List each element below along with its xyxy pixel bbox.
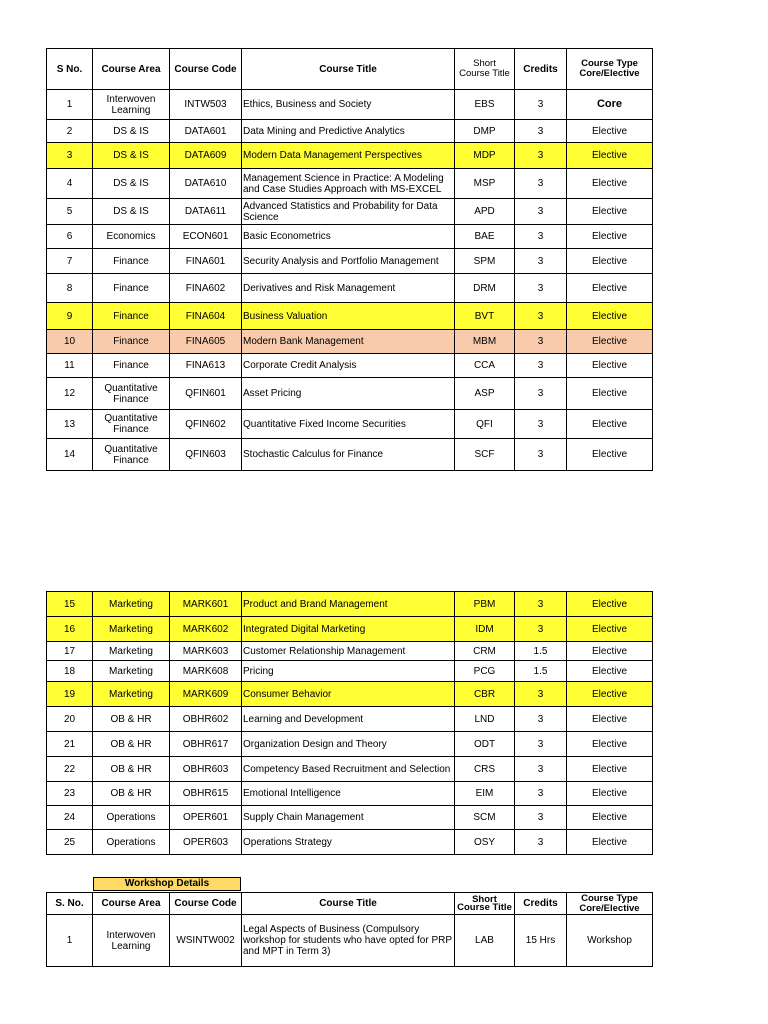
cell-sno: 1	[47, 90, 93, 120]
cell-title: Pricing	[242, 661, 455, 682]
cell-area: Marketing	[93, 661, 170, 682]
cell-short: PCG	[455, 661, 515, 682]
cell-area: Quantitative Finance	[93, 439, 170, 471]
table-row	[47, 806, 653, 830]
table-row	[47, 330, 653, 354]
cell-credits: 3	[515, 682, 567, 707]
cell-area: Quantitative Finance	[93, 378, 170, 410]
table-row	[47, 274, 653, 303]
cell-title: Data Mining and Predictive Analytics	[242, 120, 455, 143]
cell-type: Elective	[567, 806, 653, 830]
cell-sno: 19	[47, 682, 93, 707]
cell-title: Product and Brand Management	[242, 592, 455, 617]
cell-type: Elective	[567, 757, 653, 782]
cell-short: APD	[455, 199, 515, 225]
cell-title: Business Valuation	[242, 303, 455, 330]
cell-title: Consumer Behavior	[242, 682, 455, 707]
table-header-row	[47, 49, 653, 90]
table-row	[47, 732, 653, 757]
cell-area: Interwoven Learning	[93, 915, 170, 967]
cell-code: ECON601	[170, 225, 242, 249]
cell-area: Finance	[93, 274, 170, 303]
header-credits: Credits	[515, 49, 567, 90]
header-course-title: Course Title	[242, 893, 455, 915]
cell-type: Elective	[567, 274, 653, 303]
cell-code: OPER601	[170, 806, 242, 830]
cell-short: DRM	[455, 274, 515, 303]
header-course-code: Course Code	[170, 893, 242, 915]
cell-title: Advanced Statistics and Probability for Data Science	[242, 199, 455, 225]
cell-sno: 15	[47, 592, 93, 617]
cell-credits: 3	[515, 806, 567, 830]
cell-area: DS & IS	[93, 143, 170, 169]
cell-title: Basic Econometrics	[242, 225, 455, 249]
cell-credits: 3	[515, 199, 567, 225]
cell-code: QFIN602	[170, 410, 242, 439]
header-course-area: Course Area	[93, 893, 170, 915]
table-row	[47, 592, 653, 617]
cell-area: OB & HR	[93, 757, 170, 782]
table-row	[47, 707, 653, 732]
cell-sno: 7	[47, 249, 93, 274]
cell-short: SCF	[455, 439, 515, 471]
cell-credits: 3	[515, 757, 567, 782]
cell-type: Elective	[567, 410, 653, 439]
cell-type: Elective	[567, 661, 653, 682]
cell-short: BVT	[455, 303, 515, 330]
cell-area: Marketing	[93, 617, 170, 642]
cell-type: Elective	[567, 378, 653, 410]
cell-title: Emotional Intelligence	[242, 782, 455, 806]
cell-area: Finance	[93, 354, 170, 378]
header-course-area: Course Area	[93, 49, 170, 90]
cell-short: ODT	[455, 732, 515, 757]
cell-type: Elective	[567, 303, 653, 330]
cell-area: Interwoven Learning	[93, 90, 170, 120]
workshop-table	[46, 892, 653, 967]
cell-sno: 12	[47, 378, 93, 410]
table-row	[47, 169, 653, 199]
table-row	[47, 782, 653, 806]
cell-title: Management Science in Practice: A Modeling and Case Studies Approach with MS-EXCEL	[242, 169, 455, 199]
cell-short: QFI	[455, 410, 515, 439]
cell-short: OSY	[455, 830, 515, 855]
cell-sno: 17	[47, 642, 93, 661]
cell-sno: 3	[47, 143, 93, 169]
cell-type: Elective	[567, 682, 653, 707]
cell-code: MARK601	[170, 592, 242, 617]
cell-area: DS & IS	[93, 199, 170, 225]
cell-title: Operations Strategy	[242, 830, 455, 855]
header-course-type: Course Type Core/Elective	[567, 49, 653, 90]
cell-credits: 3	[515, 439, 567, 471]
header-course-code: Course Code	[170, 49, 242, 90]
cell-type: Elective	[567, 169, 653, 199]
cell-sno: 6	[47, 225, 93, 249]
cell-code: DATA610	[170, 169, 242, 199]
cell-type: Elective	[567, 249, 653, 274]
cell-short: LND	[455, 707, 515, 732]
table-row	[47, 642, 653, 661]
cell-credits: 3	[515, 782, 567, 806]
cell-sno: 24	[47, 806, 93, 830]
cell-sno: 4	[47, 169, 93, 199]
cell-type: Elective	[567, 732, 653, 757]
cell-type: Core	[567, 90, 653, 120]
header-short-title: Short Course Title	[455, 893, 515, 915]
table-row	[47, 143, 653, 169]
cell-title: Security Analysis and Portfolio Management	[242, 249, 455, 274]
cell-type: Elective	[567, 592, 653, 617]
table-row	[47, 617, 653, 642]
cell-area: Marketing	[93, 682, 170, 707]
cell-area: Marketing	[93, 642, 170, 661]
cell-area: Operations	[93, 806, 170, 830]
cell-credits: 15 Hrs	[515, 915, 567, 967]
cell-credits: 3	[515, 592, 567, 617]
cell-credits: 1.5	[515, 642, 567, 661]
cell-sno: 23	[47, 782, 93, 806]
cell-title: Organization Design and Theory	[242, 732, 455, 757]
cell-short: EIM	[455, 782, 515, 806]
cell-short: SPM	[455, 249, 515, 274]
cell-title: Integrated Digital Marketing	[242, 617, 455, 642]
cell-code: OBHR615	[170, 782, 242, 806]
cell-credits: 1.5	[515, 661, 567, 682]
header-course-type: Course Type Core/Elective	[567, 893, 653, 915]
cell-code: DATA609	[170, 143, 242, 169]
cell-sno: 13	[47, 410, 93, 439]
table-row	[47, 354, 653, 378]
cell-title: Ethics, Business and Society	[242, 90, 455, 120]
cell-credits: 3	[515, 274, 567, 303]
cell-credits: 3	[515, 225, 567, 249]
cell-sno: 16	[47, 617, 93, 642]
table-row	[47, 303, 653, 330]
table-row	[47, 90, 653, 120]
table-row	[47, 378, 653, 410]
cell-type: Elective	[567, 707, 653, 732]
cell-title: Legal Aspects of Business (Compulsory workshop for students who have opted for PRP and MPT in Term 3)	[242, 915, 455, 967]
cell-type: Elective	[567, 143, 653, 169]
table-row	[47, 830, 653, 855]
cell-short: BAE	[455, 225, 515, 249]
cell-sno: 9	[47, 303, 93, 330]
cell-type: Elective	[567, 617, 653, 642]
cell-area: Quantitative Finance	[93, 410, 170, 439]
cell-sno: 20	[47, 707, 93, 732]
cell-area: DS & IS	[93, 120, 170, 143]
course-table-2	[46, 591, 653, 855]
cell-code: MARK603	[170, 642, 242, 661]
cell-code: DATA601	[170, 120, 242, 143]
cell-credits: 3	[515, 303, 567, 330]
cell-type: Elective	[567, 120, 653, 143]
cell-credits: 3	[515, 90, 567, 120]
cell-credits: 3	[515, 120, 567, 143]
cell-code: INTW503	[170, 90, 242, 120]
cell-short: LAB	[455, 915, 515, 967]
cell-credits: 3	[515, 830, 567, 855]
course-table-2-body	[47, 592, 653, 855]
table-row	[47, 225, 653, 249]
cell-short: DMP	[455, 120, 515, 143]
cell-credits: 3	[515, 354, 567, 378]
cell-credits: 3	[515, 732, 567, 757]
cell-code: FINA605	[170, 330, 242, 354]
cell-title: Modern Data Management Perspectives	[242, 143, 455, 169]
cell-credits: 3	[515, 330, 567, 354]
cell-code: DATA611	[170, 199, 242, 225]
cell-short: IDM	[455, 617, 515, 642]
cell-credits: 3	[515, 617, 567, 642]
cell-sno: 18	[47, 661, 93, 682]
cell-area: OB & HR	[93, 707, 170, 732]
course-table-1	[46, 48, 653, 471]
cell-sno: 11	[47, 354, 93, 378]
cell-code: OBHR603	[170, 757, 242, 782]
cell-code: OBHR617	[170, 732, 242, 757]
cell-area: Operations	[93, 830, 170, 855]
cell-type: Elective	[567, 354, 653, 378]
cell-short: EBS	[455, 90, 515, 120]
cell-short: MDP	[455, 143, 515, 169]
cell-code: FINA602	[170, 274, 242, 303]
cell-sno: 25	[47, 830, 93, 855]
cell-short: CCA	[455, 354, 515, 378]
header-sno: S No.	[47, 49, 93, 90]
cell-title: Supply Chain Management	[242, 806, 455, 830]
cell-credits: 3	[515, 249, 567, 274]
cell-sno: 22	[47, 757, 93, 782]
cell-code: FINA604	[170, 303, 242, 330]
cell-sno: 8	[47, 274, 93, 303]
cell-title: Derivatives and Risk Management	[242, 274, 455, 303]
header-short-title: Short Course Title	[455, 49, 515, 90]
cell-short: CRS	[455, 757, 515, 782]
cell-area: Marketing	[93, 592, 170, 617]
header-course-title: Course Title	[242, 49, 455, 90]
cell-area: Finance	[93, 330, 170, 354]
table-row	[47, 120, 653, 143]
cell-type: Elective	[567, 199, 653, 225]
cell-area: Finance	[93, 249, 170, 274]
workshop-table-body	[47, 893, 653, 967]
cell-code: OBHR602	[170, 707, 242, 732]
cell-sno: 2	[47, 120, 93, 143]
cell-type: Elective	[567, 330, 653, 354]
cell-code: FINA613	[170, 354, 242, 378]
cell-title: Asset Pricing	[242, 378, 455, 410]
table-row	[47, 199, 653, 225]
cell-code: OPER603	[170, 830, 242, 855]
cell-credits: 3	[515, 169, 567, 199]
header-sno: S. No.	[47, 893, 93, 915]
cell-code: FINA601	[170, 249, 242, 274]
cell-title: Modern Bank Management	[242, 330, 455, 354]
cell-sno: 1	[47, 915, 93, 967]
cell-sno: 21	[47, 732, 93, 757]
cell-type: Workshop	[567, 915, 653, 967]
table-row	[47, 439, 653, 471]
cell-area: Finance	[93, 303, 170, 330]
table-row	[47, 757, 653, 782]
cell-type: Elective	[567, 439, 653, 471]
cell-type: Elective	[567, 642, 653, 661]
table-row	[47, 661, 653, 682]
table-row	[47, 410, 653, 439]
cell-credits: 3	[515, 410, 567, 439]
cell-code: WSINTW002	[170, 915, 242, 967]
cell-short: CRM	[455, 642, 515, 661]
cell-short: MSP	[455, 169, 515, 199]
cell-sno: 14	[47, 439, 93, 471]
cell-area: Economics	[93, 225, 170, 249]
cell-short: SCM	[455, 806, 515, 830]
cell-type: Elective	[567, 830, 653, 855]
cell-code: QFIN603	[170, 439, 242, 471]
cell-short: ASP	[455, 378, 515, 410]
cell-code: MARK609	[170, 682, 242, 707]
cell-code: MARK608	[170, 661, 242, 682]
cell-title: Learning and Development	[242, 707, 455, 732]
cell-short: PBM	[455, 592, 515, 617]
cell-type: Elective	[567, 225, 653, 249]
cell-short: CBR	[455, 682, 515, 707]
cell-sno: 10	[47, 330, 93, 354]
cell-credits: 3	[515, 707, 567, 732]
cell-short: MBM	[455, 330, 515, 354]
cell-title: Competency Based Recruitment and Selection	[242, 757, 455, 782]
cell-area: DS & IS	[93, 169, 170, 199]
cell-type: Elective	[567, 782, 653, 806]
header-credits: Credits	[515, 893, 567, 915]
table-row	[47, 249, 653, 274]
cell-credits: 3	[515, 143, 567, 169]
cell-title: Stochastic Calculus for Finance	[242, 439, 455, 471]
cell-code: MARK602	[170, 617, 242, 642]
cell-code: QFIN601	[170, 378, 242, 410]
cell-title: Customer Relationship Management	[242, 642, 455, 661]
cell-area: OB & HR	[93, 782, 170, 806]
cell-title: Quantitative Fixed Income Securities	[242, 410, 455, 439]
course-table-1-body	[47, 49, 653, 471]
cell-area: OB & HR	[93, 732, 170, 757]
table-row	[47, 915, 653, 967]
cell-title: Corporate Credit Analysis	[242, 354, 455, 378]
workshop-details-label: Workshop Details	[93, 877, 241, 891]
table-row	[47, 682, 653, 707]
workshop-header-row	[47, 893, 653, 915]
cell-credits: 3	[515, 378, 567, 410]
cell-sno: 5	[47, 199, 93, 225]
